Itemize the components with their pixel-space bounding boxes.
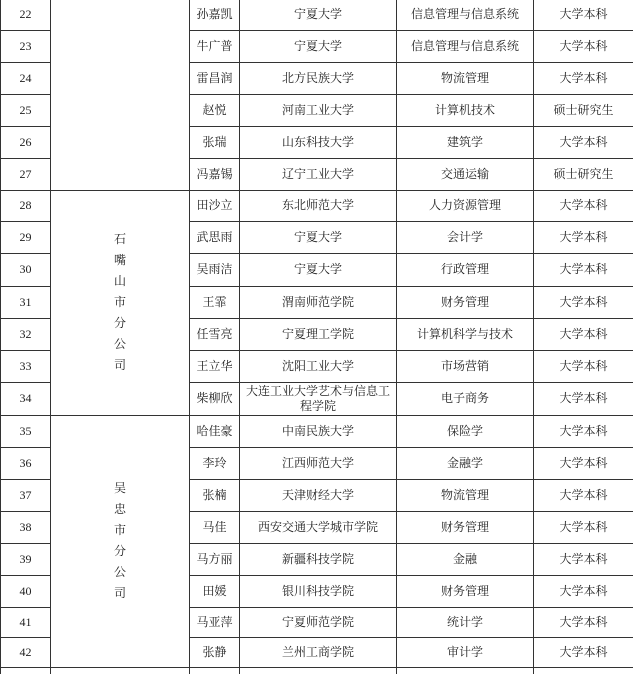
name-cell: 武思雨 (190, 221, 240, 253)
university-cell: 兰州工商学院 (240, 637, 397, 667)
row-number-cell: 38 (1, 511, 51, 543)
university-cell: 宁夏师范学院 (240, 607, 397, 637)
university-cell: 宁夏大学 (240, 221, 397, 253)
name-cell: 柴柳欣 (190, 382, 240, 415)
row-number-cell: 35 (1, 415, 51, 447)
university-cell: 渭南师范学院 (240, 286, 397, 318)
name-cell: 李玲 (190, 447, 240, 479)
branch-cell (51, 415, 190, 667)
major-cell: 建筑学 (397, 126, 534, 158)
major-cell: 金融 (397, 543, 534, 575)
name-cell: 张瑞 (190, 126, 240, 158)
degree-cell: 大学本科 (534, 30, 633, 62)
university-cell: 大连工业大学艺术与信息工程学院 (240, 382, 397, 415)
university-cell: 宁夏大学 (240, 0, 397, 30)
major-cell: 市场营销 (397, 350, 534, 382)
name-cell: 赵悦 (190, 94, 240, 126)
name-cell: 马佳 (190, 511, 240, 543)
row-number-cell: 28 (1, 190, 51, 221)
university-cell: 天津财经大学 (240, 479, 397, 511)
empty-cell (190, 667, 240, 674)
major-cell: 审计学 (397, 637, 534, 667)
name-cell: 王立华 (190, 350, 240, 382)
branch-cell (51, 190, 190, 415)
major-cell: 金融学 (397, 447, 534, 479)
empty-cell (1, 667, 51, 674)
empty-cell (240, 667, 397, 674)
major-cell: 物流管理 (397, 62, 534, 94)
name-cell: 哈佳豪 (190, 415, 240, 447)
table-row (1, 190, 633, 221)
degree-cell: 大学本科 (534, 286, 633, 318)
university-cell: 银川科技学院 (240, 575, 397, 607)
degree-cell: 大学本科 (534, 350, 633, 382)
major-cell: 人力资源管理 (397, 190, 534, 221)
degree-cell: 大学本科 (534, 0, 633, 30)
major-cell: 财务管理 (397, 286, 534, 318)
major-cell: 保险学 (397, 415, 534, 447)
name-cell: 田媛 (190, 575, 240, 607)
university-cell: 河南工业大学 (240, 94, 397, 126)
row-number-cell: 23 (1, 30, 51, 62)
empty-cell (534, 667, 633, 674)
university-cell: 山东科技大学 (240, 126, 397, 158)
row-number-cell: 32 (1, 318, 51, 350)
degree-cell: 大学本科 (534, 543, 633, 575)
row-number-cell: 30 (1, 253, 51, 286)
branch-label: 吴忠市分公司 (113, 481, 126, 600)
university-cell: 江西师范大学 (240, 447, 397, 479)
university-cell: 北方民族大学 (240, 62, 397, 94)
name-cell: 冯嘉锡 (190, 158, 240, 190)
degree-cell: 大学本科 (534, 221, 633, 253)
row-number-cell: 34 (1, 382, 51, 415)
university-cell: 中南民族大学 (240, 415, 397, 447)
major-cell: 交通运输 (397, 158, 534, 190)
row-number-cell: 39 (1, 543, 51, 575)
degree-cell: 大学本科 (534, 253, 633, 286)
major-cell: 会计学 (397, 221, 534, 253)
university-cell: 东北师范大学 (240, 190, 397, 221)
row-number-cell: 36 (1, 447, 51, 479)
major-cell: 财务管理 (397, 511, 534, 543)
roster-table-body (1, 0, 633, 674)
table-row (1, 415, 633, 447)
major-cell: 统计学 (397, 607, 534, 637)
university-cell: 宁夏大学 (240, 30, 397, 62)
university-cell: 宁夏理工学院 (240, 318, 397, 350)
branch-label: 石嘴山市分公司 (113, 232, 126, 372)
row-number-cell: 26 (1, 126, 51, 158)
empty-cell (51, 667, 190, 674)
name-cell: 孙嘉凯 (190, 0, 240, 30)
name-cell: 马亚萍 (190, 607, 240, 637)
name-cell: 任雪亮 (190, 318, 240, 350)
row-number-cell: 40 (1, 575, 51, 607)
degree-cell: 大学本科 (534, 382, 633, 415)
degree-cell: 大学本科 (534, 511, 633, 543)
row-number-cell: 24 (1, 62, 51, 94)
row-number-cell: 29 (1, 221, 51, 253)
row-number-cell: 22 (1, 0, 51, 30)
name-cell: 马方丽 (190, 543, 240, 575)
degree-cell: 大学本科 (534, 479, 633, 511)
major-cell: 电子商务 (397, 382, 534, 415)
branch-cell (51, 0, 190, 190)
row-number-cell: 25 (1, 94, 51, 126)
major-cell: 物流管理 (397, 479, 534, 511)
degree-cell: 硕士研究生 (534, 158, 633, 190)
name-cell: 王霏 (190, 286, 240, 318)
row-number-cell: 42 (1, 637, 51, 667)
name-cell: 雷昌润 (190, 62, 240, 94)
degree-cell: 大学本科 (534, 415, 633, 447)
name-cell: 田沙立 (190, 190, 240, 221)
university-cell: 沈阳工业大学 (240, 350, 397, 382)
university-cell: 宁夏大学 (240, 253, 397, 286)
degree-cell: 硕士研究生 (534, 94, 633, 126)
major-cell: 信息管理与信息系统 (397, 30, 534, 62)
major-cell: 财务管理 (397, 575, 534, 607)
university-cell: 辽宁工业大学 (240, 158, 397, 190)
name-cell: 张楠 (190, 479, 240, 511)
empty-cell (397, 667, 534, 674)
row-number-cell: 27 (1, 158, 51, 190)
major-cell: 信息管理与信息系统 (397, 0, 534, 30)
degree-cell: 大学本科 (534, 62, 633, 94)
major-cell: 计算机技术 (397, 94, 534, 126)
name-cell: 张静 (190, 637, 240, 667)
row-number-cell: 41 (1, 607, 51, 637)
degree-cell: 大学本科 (534, 575, 633, 607)
major-cell: 行政管理 (397, 253, 534, 286)
degree-cell: 大学本科 (534, 190, 633, 221)
degree-cell: 大学本科 (534, 318, 633, 350)
university-cell: 西安交通大学城市学院 (240, 511, 397, 543)
degree-cell: 大学本科 (534, 607, 633, 637)
name-cell: 牛广普 (190, 30, 240, 62)
table-row (1, 0, 633, 30)
row-number-cell: 37 (1, 479, 51, 511)
row-number-cell: 33 (1, 350, 51, 382)
degree-cell: 大学本科 (534, 637, 633, 667)
degree-cell: 大学本科 (534, 447, 633, 479)
row-number-cell: 31 (1, 286, 51, 318)
major-cell: 计算机科学与技术 (397, 318, 534, 350)
name-cell: 吴雨洁 (190, 253, 240, 286)
partial-row (1, 667, 633, 674)
university-cell: 新疆科技学院 (240, 543, 397, 575)
degree-cell: 大学本科 (534, 126, 633, 158)
